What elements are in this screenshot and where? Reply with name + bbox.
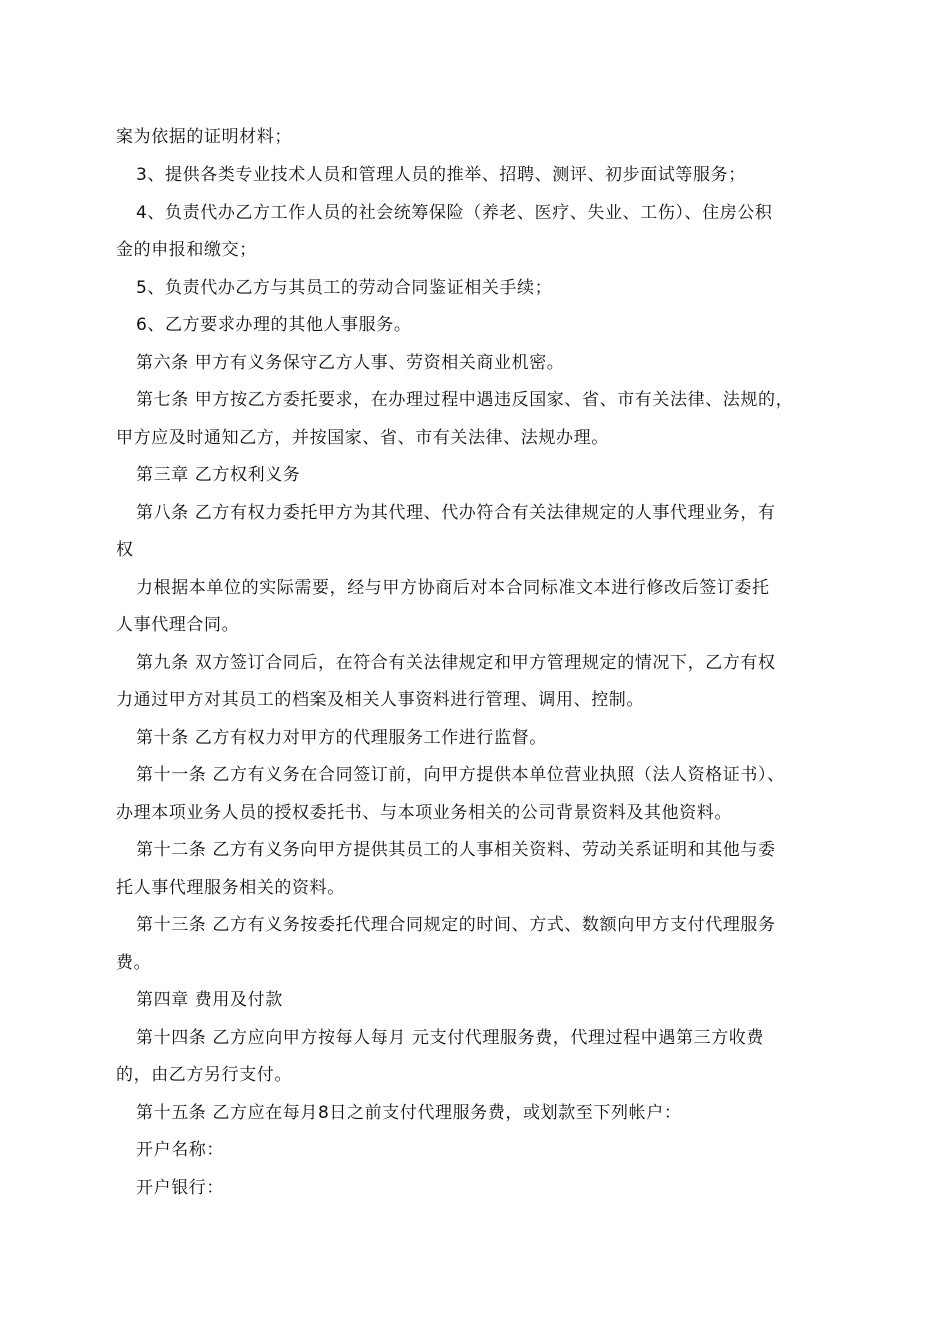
paragraph-line: 的，由乙方另行支付。 xyxy=(116,1065,292,1085)
paragraph-line: 人事代理合同。 xyxy=(116,615,240,635)
paragraph-line: 办理本项业务人员的授权委托书、与本项业务相关的公司背景资料及其他资料。 xyxy=(116,803,732,823)
paragraph-line: 4、负责代办乙方工作人员的社会统筹保险（养老、医疗、失业、工伤）、住房公积 xyxy=(136,203,773,223)
article-line: 第九条 双方签订合同后，在符合有关法律规定和甲方管理规定的情况下，乙方有权 xyxy=(136,653,776,673)
chapter-heading: 第四章 费用及付款 xyxy=(136,990,283,1010)
article-line: 第八条 乙方有权力委托甲方为其代理、代办符合有关法律规定的人事代理业务，有 xyxy=(136,503,776,523)
paragraph-line: 费。 xyxy=(116,953,152,973)
paragraph-line: 甲方应及时通知乙方，并按国家、省、市有关法律、法规办理。 xyxy=(116,428,609,448)
article-line: 第七条 甲方按乙方委托要求，在办理过程中遇违反国家、省、市有关法律、法规的， xyxy=(136,390,794,410)
paragraph-line: 6、乙方要求办理的其他人事服务。 xyxy=(136,315,412,335)
paragraph-line: 案为依据的证明材料； xyxy=(116,127,292,147)
paragraph-line: 托人事代理服务相关的资料。 xyxy=(116,878,345,898)
paragraph-line: 金的申报和缴交； xyxy=(116,240,257,260)
article-line: 第十五条 乙方应在每月8日之前支付代理服务费，或划款至下列帐户： xyxy=(136,1103,682,1123)
paragraph-line: 力根据本单位的实际需要，经与甲方协商后对本合同标准文本进行修改后签订委托 xyxy=(136,578,770,598)
article-line: 第十条 乙方有权力对甲方的代理服务工作进行监督。 xyxy=(136,728,547,748)
chapter-heading: 第三章 乙方权利义务 xyxy=(136,465,301,485)
article-line: 第十四条 乙方应向甲方按每人每月 元支付代理服务费，代理过程中遇第三方收费 xyxy=(136,1028,765,1048)
article-line: 第十三条 乙方有义务按委托代理合同规定的时间、方式、数额向甲方支付代理服务 xyxy=(136,915,776,935)
account-bank-line: 开户银行： xyxy=(136,1178,224,1198)
paragraph-line: 权 xyxy=(116,540,134,560)
article-line: 第十一条 乙方有义务在合同签订前，向甲方提供本单位营业执照（法人资格证书）、 xyxy=(136,765,785,785)
paragraph-line: 3、提供各类专业技术人员和管理人员的推举、招聘、测评、初步面试等服务； xyxy=(136,165,746,185)
paragraph-line: 5、负责代办乙方与其员工的劳动合同鉴证相关手续； xyxy=(136,278,553,298)
paragraph-line: 力通过甲方对其员工的档案及相关人事资料进行管理、调用、控制。 xyxy=(116,690,644,710)
account-name-line: 开户名称： xyxy=(136,1140,224,1160)
article-line: 第六条 甲方有义务保守乙方人事、劳资相关商业机密。 xyxy=(136,353,565,373)
article-line: 第十二条 乙方有义务向甲方提供其员工的人事相关资料、劳动关系证明和其他与委 xyxy=(136,840,776,860)
